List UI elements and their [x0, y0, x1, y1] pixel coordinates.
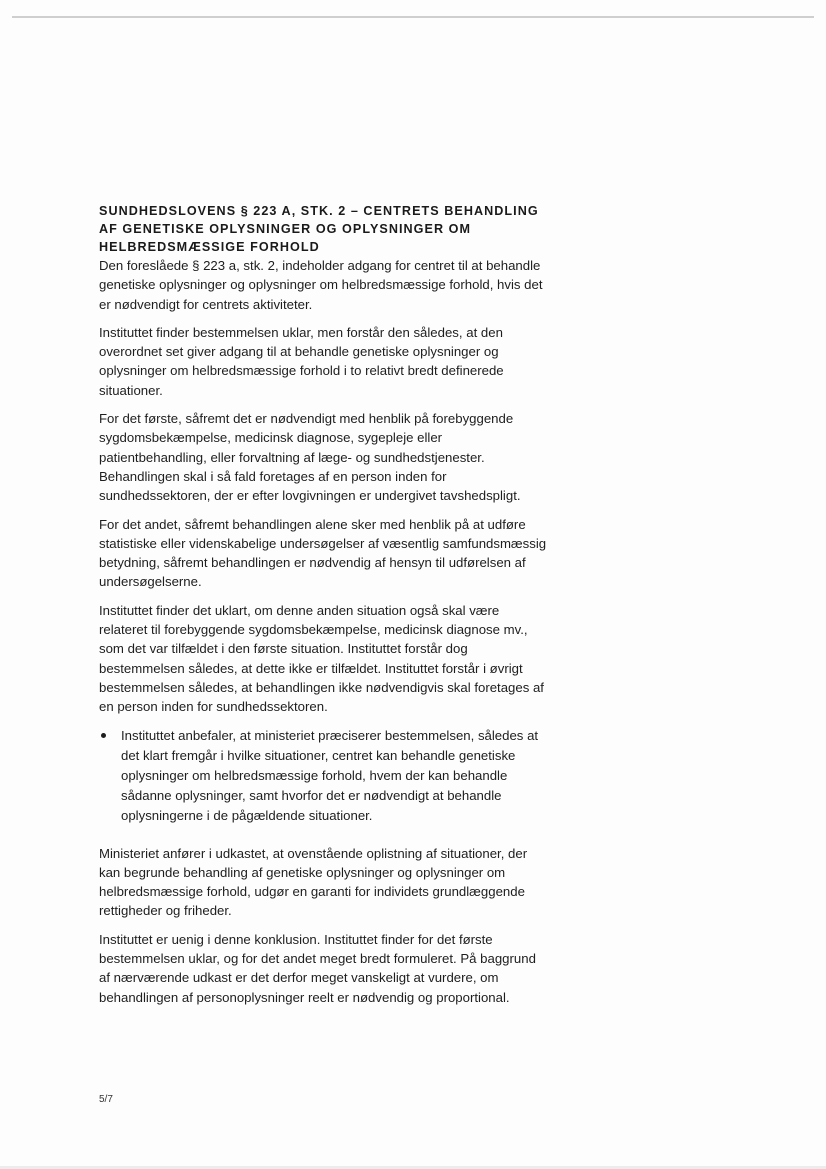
page-number: 5/7: [99, 1094, 113, 1105]
recommendation-item: [99, 726, 549, 826]
paragraph: Instituttet er uenig i denne konklusion. Instituttet finder for det første bestemmelsen uklar, og for det andet meget bredt formuleret. På baggrund af nærværende udkast er det derfor meget vanskeligt at vurdere, om behandlingen af personoplysninger reelt er nødvendig og proportional.: [99, 931, 536, 1005]
page-content: [99, 202, 549, 1016]
paragraph: Ministeriet anfører i udkastet, at ovenstående oplistning af situationer, der kan begrunde behandling af genetiske oplysninger og oplysninger om helbredsmæssige forhold, udgør en garanti for individets grundlæggende rettigheder og friheder.: [99, 845, 528, 919]
paragraph: For det første, såfremt det er nødvendigt med henblik på forebyggende sygdomsbekæmpelse, medicinsk diagnose, sygepleje eller patientbehandling, eller forvaltning af læge- og sundhedstjenester. Behandlingen skal i så fald foretages af en person inden for sundhedssektoren, der er efter lovgivningen er undergivet tavshedspligt.: [99, 411, 521, 504]
paragraph: Den foreslåede § 223 a, stk. 2, indeholder adgang for centret til at behandle genetiske oplysninger og oplysninger om helbredsmæssige forhold, hvis det er nødvendigt for centrets aktiviteter.: [99, 258, 543, 312]
paragraph: Instituttet finder det uklart, om denne anden situation også skal være relateret til forebyggende sygdomsbekæmpelse, medicinsk diagnose mv., som det var tilfældet i den første situation. Instituttet forstår dog bestemmelsen således, at dette ikke er tilfældet. Instituttet forstår i øvrigt bestemmelsen således, at behandlingen ikke nødvendigvis skal foretages af en person inden for sundhedssektoren.: [99, 602, 544, 715]
section-heading: SUNDHEDSLOVENS § 223 A, STK. 2 – CENTRETS BEHANDLING AF GENETISKE OPLYSNINGER OG OPLYSNINGER OM HELBREDSMÆSSIGE FORHOLD: [99, 204, 539, 254]
bullet-icon: [101, 733, 106, 738]
recommendation-text: Instituttet anbefaler, at ministeriet præciserer bestemmelsen, således at det klart fremgår i hvilke situationer, centret kan behandle genetiske oplysninger om helbredsmæssige forhold, hvem der kan behandle sådanne oplysninger, samt hvorfor det er nødvendigt at behandle oplysningerne i de pågældende situationer.: [121, 727, 539, 823]
paragraph: Instituttet finder bestemmelsen uklar, men forstår den således, at den overordnet set giver adgang til at behandle genetiske oplysninger og oplysninger om helbredsmæssige forhold i to relativt bredt definerede situationer.: [99, 324, 504, 398]
paragraph: For det andet, såfremt behandlingen alene sker med henblik på at udføre statistiske eller videnskabelige undersøgelser af væsentlig samfundsmæssig betydning, såfremt behandlingen er nødvendig af hensyn til udførelsen af undersøgelserne.: [99, 516, 547, 590]
recommendation-list: [99, 726, 549, 826]
top-scan-edge: [12, 16, 814, 18]
